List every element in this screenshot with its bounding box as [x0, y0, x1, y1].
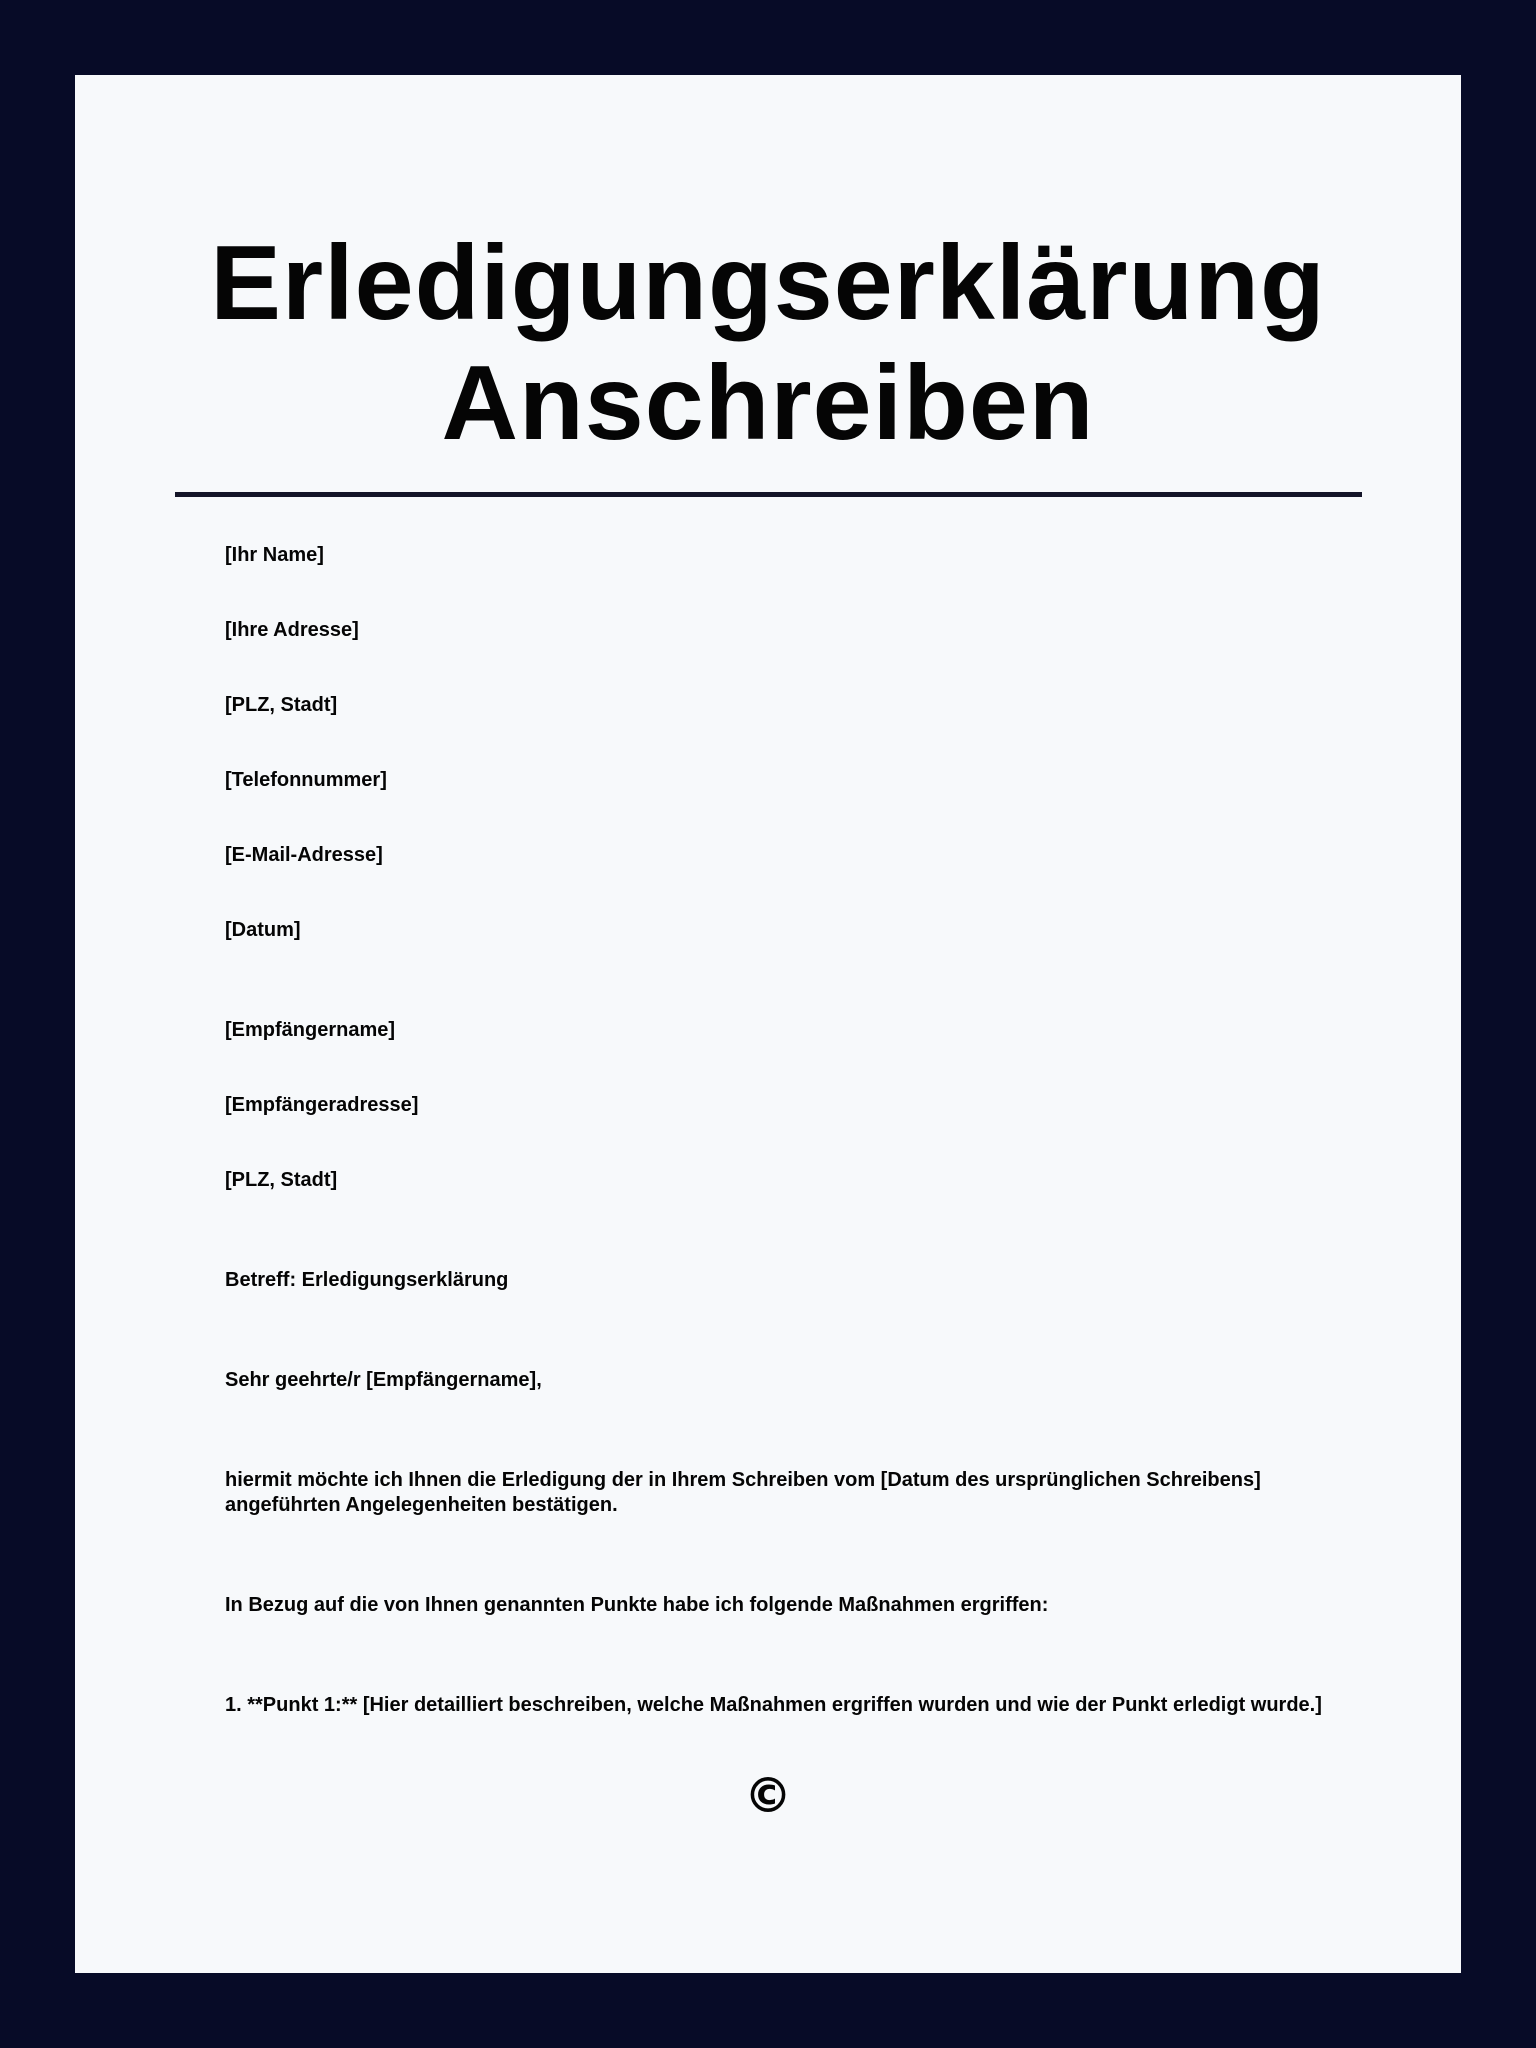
sender-phone: [Telefonnummer]	[225, 769, 387, 791]
list-item: 1. **Punkt 1:** [Hier detailliert beschreiben, welche Maßnahmen ergriffen wurden und wie der Punkt erledigt wurde.]	[225, 1694, 1322, 1716]
sender-email: [E-Mail-Adresse]	[225, 844, 383, 866]
recipient-address: [Empfängeradresse]	[225, 1094, 419, 1116]
letter-salutation: Sehr geehrte/r [Empfängername],	[225, 1369, 542, 1391]
sender-city: [PLZ, Stadt]	[225, 694, 338, 716]
recipient-city: [PLZ, Stadt]	[225, 1169, 338, 1191]
letter-subject: Betreff: Erledigungserklärung	[225, 1269, 509, 1291]
copyright-icon: ©	[744, 1768, 792, 1824]
document-title-line-1: Erledigungserklärung	[210, 224, 1326, 342]
document-title-line-2: Anschreiben	[441, 344, 1095, 462]
letter-date: [Datum]	[225, 919, 301, 941]
document-title	[75, 223, 1461, 463]
body-paragraph: In Bezug auf die von Ihnen genannten Punkte habe ich folgende Maßnahmen ergriffen:	[225, 1594, 1049, 1616]
document-page	[75, 75, 1461, 1973]
body-paragraph: hiermit möchte ich Ihnen die Erledigung der in Ihrem Schreiben vom [Datum des ursprünglichen Schreibens] angeführten Angelegenheiten bestätigen.	[225, 1469, 1261, 1516]
sender-address: [Ihre Adresse]	[225, 619, 359, 641]
sender-name: [Ihr Name]	[225, 544, 324, 566]
recipient-name: [Empfängername]	[225, 1019, 396, 1041]
title-divider	[175, 492, 1362, 497]
